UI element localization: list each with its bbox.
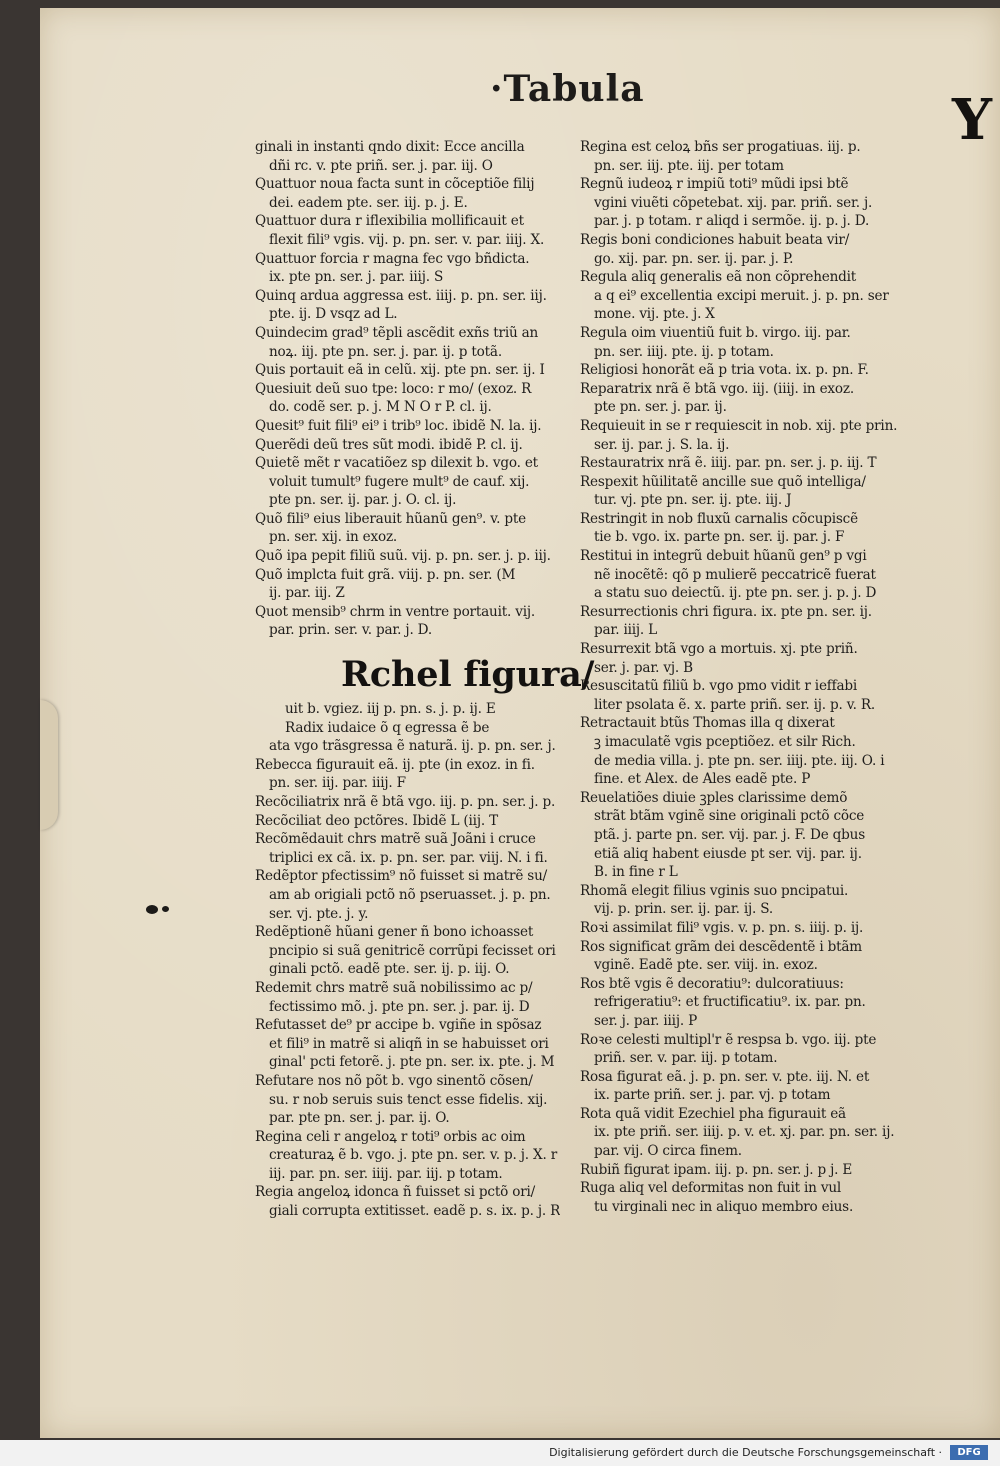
text-line: Restringit in nob fluxũ carnalis cõcupiscẽ <box>580 510 858 527</box>
text-line: pte. ij. D vsqz ad L. <box>269 306 398 323</box>
text-line: Resurrexit btã vgo a mortuis. xj. pte priñ. <box>580 641 858 658</box>
funding-credit: Digitalisierung gefördert durch die Deutsche Forschungsgemeinschaft · <box>549 1446 942 1459</box>
margin-mark: Y <box>952 87 992 153</box>
text-line: Restauratrix nrã ẽ. iiij. par. pn. ser. j. p. iij. T <box>580 455 877 472</box>
text-line: uit b. vgiez. iij p. pn. s. j. p. ij. E <box>285 701 496 718</box>
text-line: Quõ implcta fuit grã. viij. p. pn. ser. (M <box>255 566 516 583</box>
text-line: Rhomã elegit filius vginis suo pncipatui. <box>580 882 849 899</box>
text-line: Reuelatiões diuie ꝫples clarissime demõ <box>580 789 848 806</box>
text-line: am ab origiali pctõ nõ pseruasset. j. p. pn. <box>269 886 551 903</box>
text-line: noꝝ. iij. pte pn. ser. j. par. ij. p totã. <box>269 343 502 360</box>
text-line: Regula aliq generalis eã non cõprehendit <box>580 269 857 286</box>
text-line: Ros btẽ vgis ẽ decoratiu⁹: dulcoratiuus: <box>580 975 844 992</box>
text-line: fine. et Alex. de Ales eadẽ pte. P <box>594 771 811 788</box>
text-line: Religiosi honorãt eã p tria vota. ix. p. pn. F. <box>580 362 869 379</box>
text-line: triplici ex cã. ix. p. pn. ser. par. viij. N. i fi. <box>269 849 548 866</box>
text-line: Quietẽ mẽt r vacatiõez sp dilexit b. vgo. et <box>255 455 538 472</box>
text-line: a q ei⁹ excellentia excipi meruit. j. p. pn. ser <box>594 287 889 304</box>
text-line: ptã. j. parte pn. ser. vij. par. j. F. De qbus <box>594 826 866 843</box>
text-line: ix. pte priñ. ser. iiij. p. v. et. xj. par. pn. ser. ij. <box>594 1124 895 1141</box>
text-line: Radix iudaice õ q egressa ẽ be <box>285 719 490 736</box>
ink-spot <box>146 905 158 914</box>
text-line: dñi rc. v. pte priñ. ser. j. par. iij. O <box>269 157 493 174</box>
text-line: ix. parte priñ. ser. j. par. vj. p totam <box>594 1087 831 1104</box>
text-line: par. pte pn. ser. j. par. ij. O. <box>269 1110 450 1127</box>
text-line: Redemit chrs matrẽ suã nobilissimo ac p/ <box>255 979 533 996</box>
text-line: Regia angeloꝝ idonca ñ fuisset si pctõ ori/ <box>255 1184 536 1201</box>
text-line: Regina celi r angeloꝝ r toti⁹ orbis ac oim <box>255 1128 526 1145</box>
text-line: de media villa. j. pte pn. ser. iiij. pte. iij. O. i <box>594 752 885 769</box>
text-line: Requieuit in se r requiescit in nob. xij. pte prin. <box>580 417 898 434</box>
text-line: Recõciliat deo pctõres. Ibidẽ L (iij. T <box>255 812 498 829</box>
text-line: Querẽdi deũ tres sũt modi. ibidẽ P. cl. ij. <box>255 436 523 453</box>
text-line: refrigeratiu⁹: et fructificatiu⁹. ix. par. pn. <box>594 994 866 1011</box>
text-line: Roꝛe celesti multipl'r ẽ respsa b. vgo. iij. pte <box>580 1031 877 1048</box>
text-line: Refutare nos nõ põt b. vgo sinentõ cõsen/ <box>255 1072 533 1089</box>
text-line: par. prin. ser. v. par. j. D. <box>269 622 433 639</box>
text-line: Quattuor forcia r magna fec vgo bñdicta. <box>255 250 530 267</box>
text-line: Quesit⁹ fuit fili⁹ ei⁹ i trib⁹ loc. ibidẽ N. la. ij. <box>255 417 542 434</box>
text-line: Quot mensib⁹ chrm in ventre portauit. vij. <box>255 603 535 620</box>
text-line: Reparatrix nrã ẽ btã vgo. iij. (iiij. in exoz. <box>580 380 854 397</box>
text-line: pn. ser. iij. pte. iij. per totam <box>594 157 784 174</box>
text-line: ginal' pcti fetorẽ. j. pte pn. ser. ix. pte. j. M <box>269 1054 555 1071</box>
text-line: ser. j. par. iiij. P <box>594 1012 698 1029</box>
text-line: Quinq ardua aggressa est. iiij. p. pn. ser. iij. <box>255 287 547 304</box>
text-line: Refutasset de⁹ pr accipe b. vgiñe in spõsaz <box>255 1017 542 1034</box>
text-line: Redẽptionẽ hũani gener ñ bono ichoasset <box>255 924 534 941</box>
text-line: Quattuor noua facta sunt in cõceptiõe filij <box>255 176 535 193</box>
text-line: voluit tumult⁹ fugere mult⁹ de cauf. xij. <box>269 473 530 490</box>
text-line: Redẽptor pfectissim⁹ nõ fuisset si matrẽ su/ <box>255 868 548 885</box>
text-line: Ruga aliq vel deformitas non fuit in vul <box>580 1180 842 1197</box>
text-line: Quattuor dura r iflexibilia mollificauit et <box>255 213 524 230</box>
text-line: Recõciliatrix nrã ẽ btã vgo. iij. p. pn. ser. j. p. <box>255 794 556 810</box>
text-line: Rubiñ figurat ipam. iij. p. pn. ser. j. p j. E <box>580 1161 853 1178</box>
text-line: pncipio si suã genitricẽ corrũpi fecisset ori <box>269 942 556 959</box>
text-line: Quindecim grad⁹ tẽpli ascẽdit exñs triũ an <box>255 324 539 341</box>
text-line: Resurrectionis chri figura. ix. pte pn. ser. ij. <box>580 603 872 620</box>
text-line: Quõ fili⁹ eius liberauit hũanũ gen⁹. v. pte <box>255 510 526 527</box>
text-line: par. iiij. L <box>594 622 657 639</box>
text-line: pn. ser. xij. in exoz. <box>269 529 398 546</box>
text-line: strãt btãm vginẽ sine originali pctõ cõce <box>594 808 865 825</box>
text-line: Ros significat grãm dei descẽdentẽ i btãm <box>580 938 862 955</box>
text-line: Rosa figurat eã. j. p. pn. ser. v. pte. iij. N. et <box>580 1068 870 1085</box>
text-line: flexit fili⁹ vgis. vij. p. pn. ser. v. par. iiij. X. <box>269 231 545 248</box>
ink-spot <box>162 906 169 912</box>
text-line: et fili⁹ in matrẽ si aliqñ in se habuisset ori <box>269 1035 549 1052</box>
text-line: par. j. p totam. r aliqd i sermõe. ij. p. j. D. <box>594 213 870 230</box>
digitization-footer <box>0 1440 1000 1466</box>
text-line: Retractauit btũs Thomas illa q dixerat <box>580 715 835 732</box>
text-line: ser. ij. par. j. S. la. ij. <box>594 436 730 453</box>
text-line: su. r nob seruis suis tenct esse fidelis. xij. <box>269 1091 548 1108</box>
text-line: nẽ inocẽtẽ: qõ p mulierẽ peccatricẽ fuerat <box>594 566 876 583</box>
text-line: Quõ ipa pepit filiũ suũ. vij. p. pn. ser. j. p. iij. <box>255 548 551 565</box>
text-line: Rebecca figurauit eã. ij. pte (in exoz. in fi. <box>255 756 535 773</box>
text-line: Resuscitatũ filiũ b. vgo pmo vidit r ieffabi <box>580 678 858 695</box>
right-column <box>580 138 900 1216</box>
text-line: liter psolata ẽ. x. parte priñ. ser. ij. p. v. R. <box>594 696 875 713</box>
text-line: ser. j. par. vj. B <box>594 659 693 676</box>
section-heading: Rchel figura/ <box>341 654 595 696</box>
text-line: tur. vj. pte pn. ser. ij. pte. iij. J <box>594 492 792 509</box>
text-line: iij. par. pn. ser. iiij. par. iij. p totam. <box>269 1165 503 1182</box>
text-line: Restitui in integrũ debuit hũanũ gen⁹ p vgi <box>580 548 867 565</box>
text-line: Respexit hũilitatẽ ancille sue quõ intelliga/ <box>580 473 866 490</box>
text-line: etiã aliq habent eiusde pt ser. vij. par. ij. <box>594 845 862 862</box>
page-fold <box>40 700 58 830</box>
text-line: pte pn. ser. j. par. ij. <box>594 399 727 416</box>
text-line: mone. vij. pte. j. X <box>594 306 715 323</box>
left-column <box>255 138 595 1221</box>
text-line: ꝫ imaculatẽ vgis pceptiõez. et silr Rich. <box>594 734 856 750</box>
text-line: ginali in instanti qndo dixit: Ecce ancilla <box>255 139 525 155</box>
text-line: vgini viuẽti cõpetebat. xij. par. priñ. ser. j. <box>594 194 873 211</box>
text-line: priñ. ser. v. par. iij. p totam. <box>594 1050 778 1067</box>
text-line: B. in fine r L <box>594 864 678 881</box>
text-line: pn. ser. iiij. pte. ij. p totam. <box>594 343 774 360</box>
page-title: ·Tabula <box>490 68 645 110</box>
text-line: tie b. vgo. ix. parte pn. ser. ij. par. j. F <box>594 529 845 546</box>
text-line: do. codẽ ser. p. j. M N O r P. cl. ij. <box>269 399 492 416</box>
text-line: fectissimo mõ. j. pte pn. ser. j. par. ij. D <box>269 998 530 1015</box>
text-line: Regula oim viuentiũ fuit b. virgo. iij. par. <box>580 324 851 341</box>
text-line: ij. par. iij. Z <box>269 585 345 602</box>
text-line: pte pn. ser. ij. par. j. O. cl. ij. <box>269 492 457 509</box>
text-line: ginali pctõ. eadẽ pte. ser. ij. p. iij. O. <box>269 961 510 978</box>
text-line: ata vgo trãsgressa ẽ naturã. ij. p. pn. ser. j. <box>269 738 556 755</box>
text-line: dei. eadem pte. ser. iij. p. j. E. <box>269 194 468 211</box>
text-line: ix. pte pn. ser. j. par. iiij. S <box>269 269 444 286</box>
text-line: go. xij. par. pn. ser. ij. par. j. P. <box>594 250 794 267</box>
text-line: Recõmẽdauit chrs matrẽ suã Joãni i cruce <box>255 831 536 848</box>
text-line: giali corrupta extitisset. eadẽ p. s. ix. p. j. R <box>269 1203 560 1220</box>
text-line: creaturaꝝ ẽ b. vgo. j. pte pn. ser. v. p. j. X. r <box>269 1147 558 1164</box>
text-line: Regnũ iudeoꝝ r impiũ toti⁹ mũdi ipsi btẽ <box>580 176 849 193</box>
text-line: Roꝛi assimilat fili⁹ vgis. v. p. pn. s. iiij. p. ij. <box>580 919 864 936</box>
text-line: vginẽ. Eadẽ pte. ser. viij. in. exoz. <box>594 957 818 974</box>
text-line: par. vij. O circa finem. <box>594 1143 742 1160</box>
text-line: Regis boni condiciones habuit beata vir/ <box>580 231 850 248</box>
text-line: vij. p. prin. ser. ij. par. ij. S. <box>594 901 774 918</box>
text-line: Quesiuit deũ suo tpe: loco: r mo/ (exoz. R <box>255 380 532 397</box>
text-line: Regina est celoꝝ bñs ser progatiuas. iij. p. <box>580 139 861 155</box>
text-line: Rota quã vidit Ezechiel pha figurauit eã <box>580 1105 846 1122</box>
text-line: pn. ser. iij. par. iiij. F <box>269 775 406 792</box>
text-line: ser. vj. pte. j. y. <box>269 905 369 922</box>
text-line: a statu suo deiectũ. ij. pte pn. ser. j. p. j. D <box>594 585 877 602</box>
text-line: Quis portauit eã in celũ. xij. pte pn. ser. ij. I <box>255 362 545 379</box>
text-line: tu virginali nec in aliquo membro eius. <box>594 1198 854 1215</box>
dfg-logo[interactable]: DFG <box>950 1445 988 1460</box>
